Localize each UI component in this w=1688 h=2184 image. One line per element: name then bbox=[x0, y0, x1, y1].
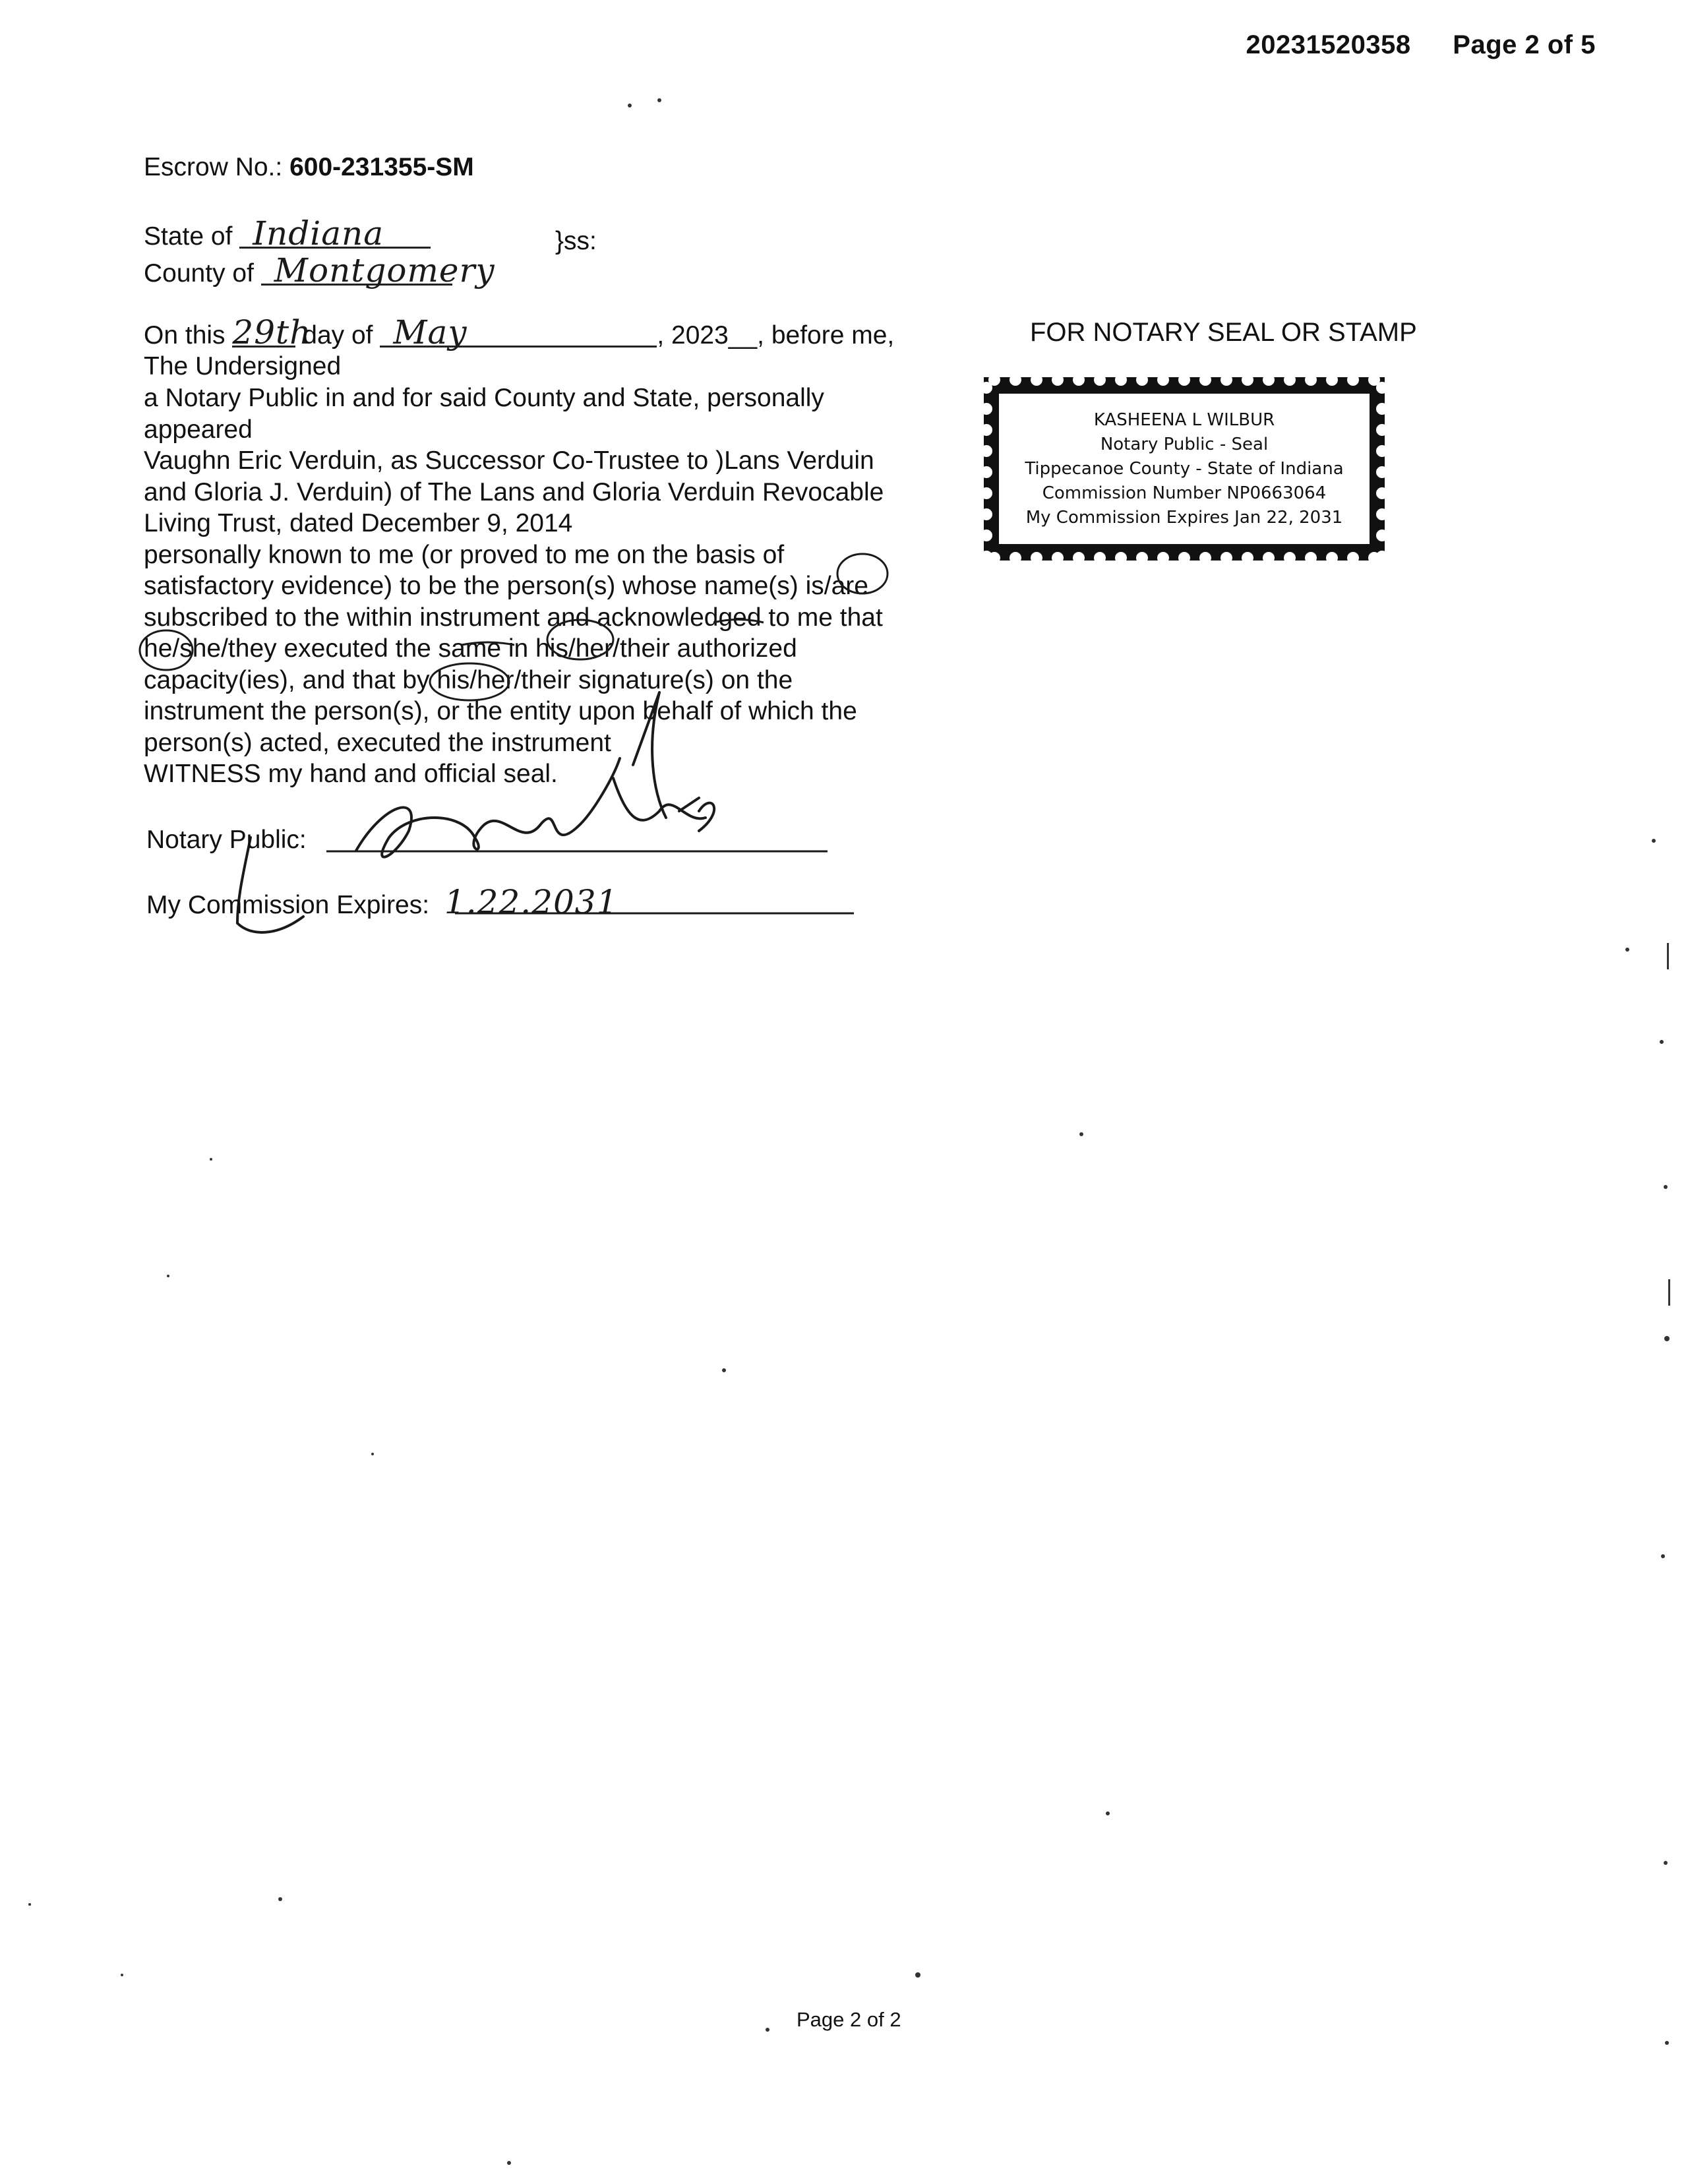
state-value: Indiana bbox=[239, 220, 431, 249]
strike-and-mark bbox=[713, 620, 764, 623]
circle-his-mark bbox=[547, 620, 613, 659]
body-line: subscribed to the within instrument and acknowledged to me that bbox=[144, 603, 883, 632]
month-value: May bbox=[380, 319, 657, 348]
ss-mark: }ss: bbox=[555, 227, 597, 255]
escrow-number: 600-231355-SM bbox=[289, 153, 474, 181]
body-line: WITNESS my hand and official seal. bbox=[144, 760, 558, 788]
strike-same-mark bbox=[462, 642, 514, 645]
commission-expires-line bbox=[146, 883, 618, 921]
day-value: 29th bbox=[232, 313, 312, 351]
circle-is-mark bbox=[837, 554, 888, 593]
document-number: 20231520358 bbox=[1246, 30, 1411, 59]
body-line: capacity(ies), and that by his/her/their signature(s) on the bbox=[144, 665, 793, 694]
circle-his-2-mark bbox=[430, 663, 509, 700]
county-value: Montgomery bbox=[261, 257, 452, 286]
stamp-line: KASHEENA L WILBUR bbox=[1093, 410, 1275, 430]
stamp-line: Tippecanoe County - State of Indiana bbox=[1025, 458, 1344, 479]
notary-seal-stamp bbox=[984, 377, 1385, 561]
stamp-line: Commission Number NP0663064 bbox=[1042, 483, 1327, 503]
notary-seal-caption: FOR NOTARY SEAL OR STAMP bbox=[1030, 318, 1417, 347]
circle-he-mark bbox=[140, 630, 193, 670]
commission-expires-value: 1.22.2031 bbox=[444, 883, 618, 921]
body-line: Living Trust, dated December 9, 2014 bbox=[144, 509, 573, 537]
body-line: and Gloria J. Verduin) of The Lans and Gloria Verduin Revocable bbox=[144, 477, 884, 506]
escrow-label: Escrow No.: bbox=[144, 153, 283, 181]
stamp-line: Notary Public - Seal bbox=[1100, 434, 1269, 454]
year-text: , 2023__, before me, bbox=[657, 321, 895, 349]
body-line: person(s) acted, executed the instrument bbox=[144, 728, 611, 757]
officer-name: The Undersigned bbox=[144, 352, 342, 380]
page-indicator: Page 2 of 5 bbox=[1453, 30, 1596, 59]
notary-public-label: Notary Public: bbox=[146, 826, 307, 854]
day-of-label: day of bbox=[303, 321, 373, 349]
body-line: instrument the person(s), or the entity upon behalf of which the bbox=[144, 697, 857, 725]
body-line: satisfactory evidence) to be the person(s) whose name(s) is/are bbox=[144, 572, 868, 600]
stamp-line: My Commission Expires Jan 22, 2031 bbox=[1025, 507, 1343, 528]
commission-expires-label: My Commission Expires: bbox=[146, 891, 430, 919]
state-label: State of bbox=[144, 222, 233, 251]
body-line: appeared bbox=[144, 415, 253, 444]
body-line: Vaughn Eric Verduin, as Successor Co-Trustee to )Lans Verduin bbox=[144, 446, 874, 475]
on-this-label: On this bbox=[144, 321, 226, 349]
body-line: he/she/they executed the same in his/her/their authorized bbox=[144, 634, 797, 663]
county-label: County of bbox=[144, 259, 254, 288]
body-line: a Notary Public in and for said County and State, personally bbox=[144, 384, 824, 412]
body-line: personally known to me (or proved to me on the basis of bbox=[144, 540, 785, 569]
footer-page-indicator: Page 2 of 2 bbox=[797, 2008, 901, 2031]
stamp-text-block bbox=[996, 390, 1373, 547]
